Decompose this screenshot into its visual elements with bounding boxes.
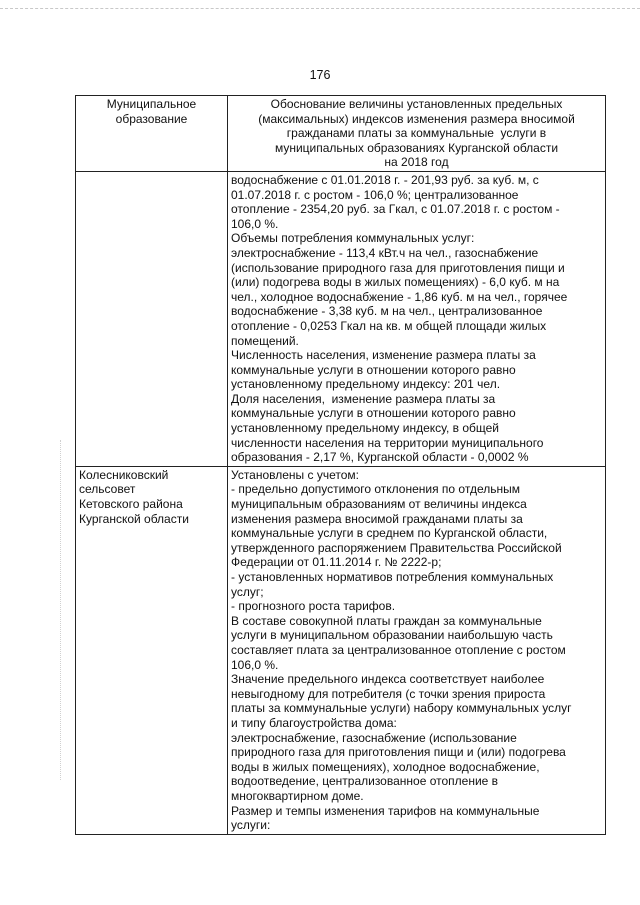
text-line: составляет плата за централизованное отопление с ростом	[231, 642, 566, 657]
header-line: на 2018 год	[384, 155, 449, 170]
text-line: невыгодному для потребителя (с точки зрения прироста	[231, 686, 546, 701]
header-line: Муниципальное	[106, 97, 197, 111]
text-line: численности населения на территории муниципального	[231, 435, 544, 450]
text-line: В составе совокупной платы граждан за коммунальные	[231, 613, 542, 628]
header-line: Обоснование величины установленных предельных	[270, 97, 563, 111]
text-line: и типу благоустройства дома:	[231, 715, 397, 730]
text-line: 106,0 %.	[231, 657, 279, 672]
text-line: утвержденного распоряжением Правительства Российской	[231, 540, 562, 555]
text-line: Размер и темпы изменения тарифов на коммунальные	[231, 803, 540, 818]
text-line: услуги в муниципальном образовании наибольшую часть	[231, 628, 553, 643]
text-line: установленному предельному индексу: 201 чел.	[231, 377, 501, 392]
text-line: Установлены с учетом:	[231, 467, 359, 482]
municipality-line: сельсовет	[79, 482, 136, 497]
text-line: отопление - 0,0253 Гкал на кв. м общей площади жилых	[231, 318, 547, 333]
text-line: (или) подогрева воды в жилых помещениях) - 6,0 куб. м на	[231, 275, 560, 290]
municipality-cell	[76, 466, 228, 834]
text-line: Объемы потребления коммунальных услуг:	[231, 231, 475, 246]
text-line: коммунальные услуги в отношении которого равно	[231, 406, 516, 421]
text-line: - установленных нормативов потребления коммунальных	[231, 570, 554, 584]
scan-top-edge	[0, 8, 640, 9]
text-line: электроснабжение, газоснабжение (использование	[231, 730, 517, 745]
text-line: коммунальные услуги в среднем по Курганской области,	[231, 526, 548, 541]
text-line: - предельно допустимого отклонения по отдельным	[231, 482, 520, 497]
text-line: платы за коммунальные услуги) набору коммунальных услуг	[231, 701, 572, 716]
municipality-line: Колесниковский	[79, 467, 169, 482]
text-line: 106,0 %.	[231, 216, 279, 231]
text-line: услуги:	[231, 818, 271, 833]
text-line: чел., холодное водоснабжение - 1,86 куб. м на чел., горячее	[231, 289, 568, 304]
justification-cell	[228, 466, 606, 834]
text-line: водоснабжение - 3,38 куб. м на чел., централизованное	[231, 304, 543, 319]
header-line: муниципальных образованиях Курганской области	[274, 140, 559, 155]
text-line: Численность населения, изменение размера платы за	[231, 348, 536, 363]
text-line: услуг;	[231, 584, 264, 599]
text-line: Значение предельного индекса соответствует наиболее	[231, 672, 545, 687]
header-municipality	[76, 96, 228, 172]
text-line: установленному предельному индексу, в общей	[231, 421, 499, 436]
text-line: изменения размера вносимой гражданами платы за	[231, 511, 523, 526]
header-line: образование	[115, 111, 188, 126]
text-line: природного газа для приготовления пищи и (или) подогрева	[231, 745, 566, 760]
table-header-row	[76, 96, 606, 172]
municipality-line: Курганской области	[79, 511, 189, 526]
justification-cell	[228, 171, 606, 466]
text-line: помещений.	[231, 333, 299, 348]
text-line: воды в жилых помещениях), холодное водоснабжение,	[231, 759, 540, 774]
text-line: многоквартирном доме.	[231, 788, 364, 803]
text-line: муниципальным образованиям от величины индекса	[231, 497, 527, 512]
text-line: водоотведение, централизованное отопление в	[231, 774, 499, 789]
municipality-line: Кетовского района	[79, 497, 183, 512]
header-justification	[228, 96, 606, 172]
text-line: коммунальные услуги в отношении которого равно	[231, 362, 516, 377]
page-number: 176	[309, 68, 331, 82]
table-row	[76, 466, 606, 834]
text-line: 01.07.2018 г. с ростом - 106,0 %; централизованное	[231, 187, 519, 202]
table-row	[76, 171, 606, 466]
header-line: (максимальных) индексов изменения размера вносимой	[258, 111, 575, 126]
header-line: гражданами платы за коммунальные услуги в	[286, 126, 547, 141]
text-line: образования - 2,17 %, Курганской области - 0,0002 %	[231, 450, 529, 465]
text-line: электроснабжение - 113,4 кВт.ч на чел., газоснабжение	[231, 245, 539, 260]
tariff-justification-table	[75, 95, 606, 835]
text-line: Доля населения, изменение размера платы за	[231, 391, 496, 406]
text-line: Федерации от 01.11.2014 г. № 2222-р;	[231, 555, 442, 570]
municipality-cell	[76, 171, 228, 466]
scan-margin-mark	[60, 440, 61, 780]
text-line: (использование природного газа для приготовления пищи и	[231, 260, 565, 275]
text-line: отопление - 2354,20 руб. за Гкал, с 01.07.2018 г. с ростом -	[231, 202, 560, 217]
text-line: - прогнозного роста тарифов.	[231, 599, 396, 614]
text-line: водоснабжение с 01.01.2018 г. - 201,93 руб. за куб. м, с	[231, 172, 539, 187]
